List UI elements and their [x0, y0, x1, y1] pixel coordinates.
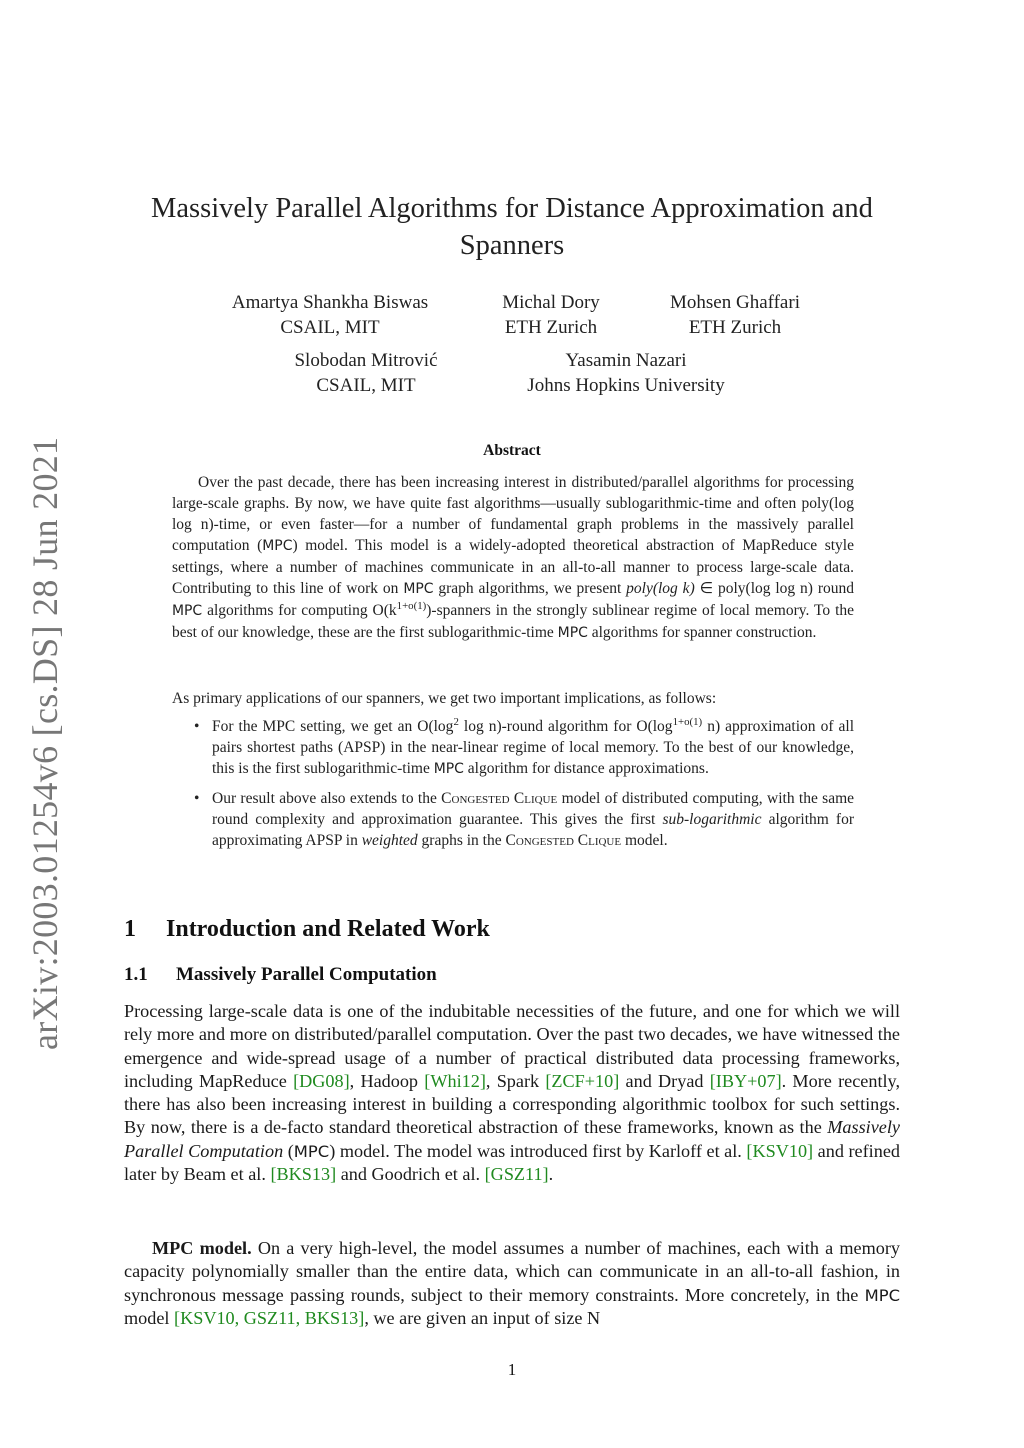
author-affiliation: CSAIL, MIT: [316, 375, 416, 396]
author-affiliation: ETH Zurich: [504, 317, 598, 338]
list-item: • For the MPC setting, we get an $O(\log^2$ log n)-round algorithm for $O(\log^{1+o(1)}$ n) approximation of all pairs shortest paths (APSP) in the near-linear regime of local memory. To the best of our knowledge, this is the first sublogarithmic-time MPC algorithm for distance approximations.: [172, 716, 854, 780]
subsection-heading-1-1: 1.1 Massively Parallel Computation: [124, 964, 437, 985]
paper-title: Massively Parallel Algorithms for Distance Approximation and Spanners: [151, 193, 873, 261]
author-affiliation: ETH Zurich: [688, 317, 782, 338]
author-name: Amartya Shankha Biswas: [231, 292, 429, 313]
citation-link[interactable]: [ZCF+10]: [545, 1070, 620, 1091]
author-5: [506, 348, 746, 398]
list-item: • Our result above also extends to the Congested Clique model of distributed computing, with the same round complexity and approximation guarantee. This gives the first sub-logarithmic algorithm for approximating APSP in weighted graphs in the Congested Clique model.: [172, 788, 854, 851]
author-1: [210, 290, 450, 340]
author-name: Mohsen Ghaffari: [670, 292, 800, 313]
abstract-heading: Abstract: [483, 442, 541, 459]
intro-paragraph: Processing large-scale data is one of the indubitable necessities of the future, and one for which we will rely more and more on distributed/parallel computation. Over the past two decades, we have witnessed the emergence and wide-spread usage of a number of practical distributed data processing frameworks, including MapReduce [DG08], Hadoop [Whi12], Spark [ZCF+10] and Dryad [IBY+07]. More recently, there has also been increasing interest in building a corresponding algorithmic toolbox for such settings. By now, there is a de-facto standard theoretical abstraction of these frameworks, known as the Massively Parallel Computation (MPC) model. The model was introduced first by Karloff et al. [KSV10] and refined later by Beam et al. [BKS13] and Goodrich et al. [GSZ11].: [124, 1001, 901, 1185]
citation-link[interactable]: [KSV10]: [746, 1140, 814, 1161]
citation-link[interactable]: [KSV10, GSZ11, BKS13]: [174, 1307, 365, 1328]
citation-link[interactable]: [GSZ11]: [484, 1164, 549, 1185]
author-affiliation: Johns Hopkins University: [527, 375, 725, 396]
author-4: [276, 348, 456, 398]
citation-link[interactable]: [DG08]: [293, 1070, 350, 1091]
abstract-paragraph-2: As primary applications of our spanners, we get two important implications, as follows:: [172, 690, 717, 707]
citation-link[interactable]: [Whi12]: [424, 1070, 486, 1091]
arxiv-identifier-stamp: arXiv:2003.01254v6 [cs.DS] 28 Jun 2021: [25, 436, 65, 1050]
citation-link[interactable]: [IBY+07]: [709, 1070, 782, 1091]
paragraph-label: MPC model.: [152, 1238, 252, 1258]
abstract-bullet-list: [172, 716, 854, 859]
citation-link[interactable]: [BKS13]: [270, 1164, 337, 1185]
author-affiliation: CSAIL, MIT: [280, 317, 380, 338]
abstract-paragraph-1: Over the past decade, there has been increasing interest in distributed/parallel algorithms for processing large-scale graphs. By now, we have quite fast algorithms—usually sublogarithmic-time and often poly(log log n)-time, or even faster—for a number of fundamental graph problems in the massively parallel computation (MPC) model. This model is a widely-adopted theoretical abstraction of MapReduce style settings, where a number of machines communicate in an all-to-all manner to process large-scale data. Contributing to this line of work on MPC graph algorithms, we present poly(log k) ∈ poly(log log n) round MPC algorithms for computing $O(k^{1+o(1)})$-spanners in the strongly sublinear regime of local memory. To the best of our knowledge, these are the first sublogarithmic-time MPC algorithms for spanner construction.: [172, 474, 855, 641]
author-name: Yasamin Nazari: [565, 350, 687, 371]
page-number: 1: [507, 1360, 517, 1379]
mpc-model-paragraph: MPC model. On a very high-level, the model assumes a number of machines, each with a memory capacity polynomially smaller than the entire data, which can communicate in an all-to-all fashion, in synchronous message passing rounds, subject to their memory constraints. More concretely, in the MPC model [KSV10, GSZ11, BKS13], we are given an input of size N: [124, 1238, 900, 1328]
author-name: Michal Dory: [502, 292, 600, 313]
author-3: [650, 290, 820, 340]
section-heading-1: 1 Introduction and Related Work: [124, 916, 490, 942]
author-name: Slobodan Mitrović: [294, 350, 438, 371]
author-2: [476, 290, 626, 340]
